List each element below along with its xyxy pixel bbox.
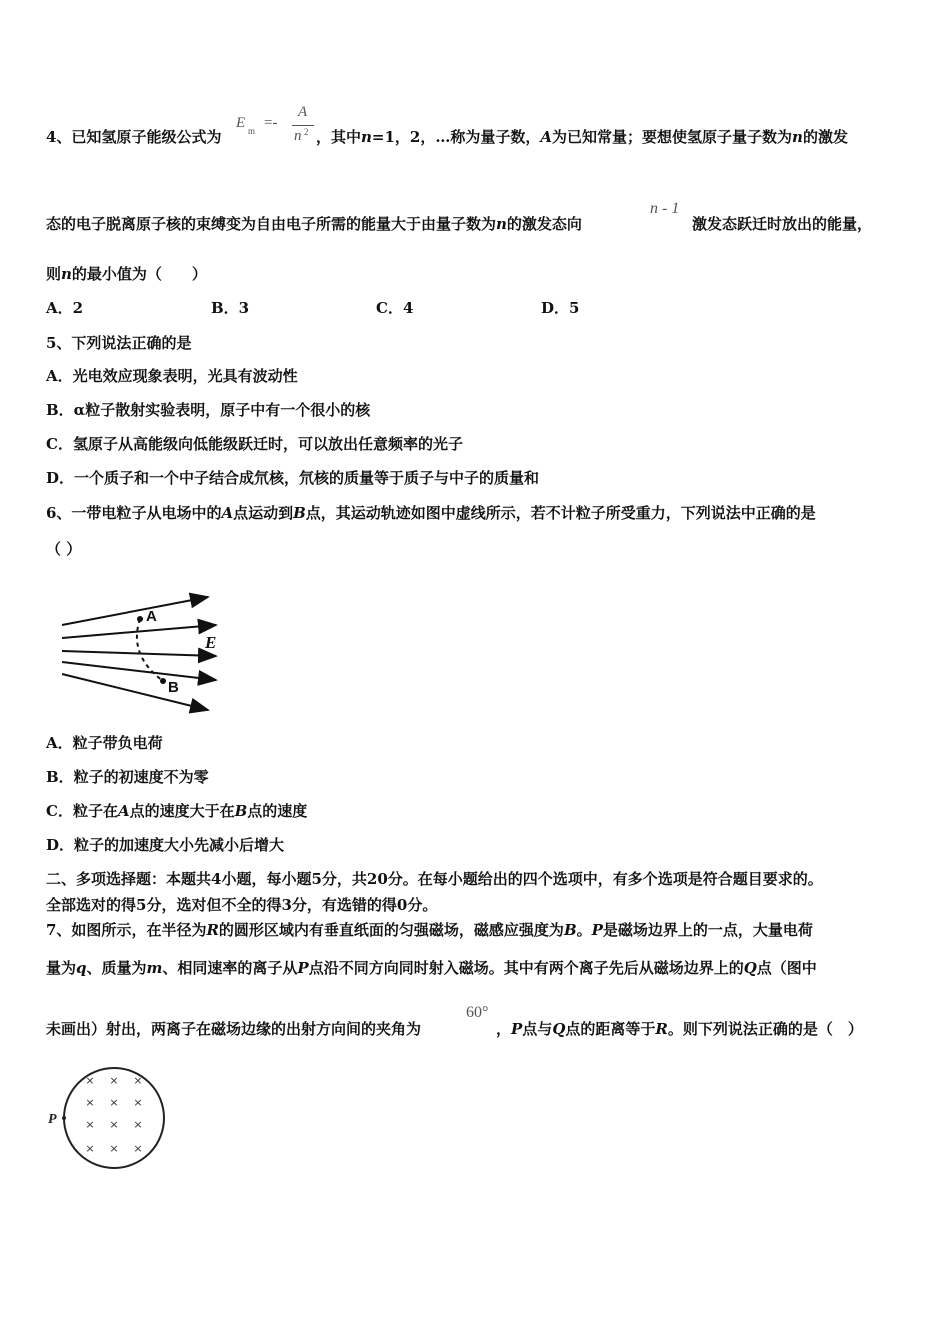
q6-option-d: D．粒子的加速度大小先减小后增大 — [46, 836, 285, 854]
formula-lhs: E — [236, 115, 246, 131]
q4-line-2-rest — [692, 214, 872, 234]
section2-header-line1: 二、多项选择题：本题共4小题，每小题5分，共20分。在每小题给出的四个选项中，有多个选项是符合题目要求的。 — [46, 870, 823, 888]
point-b-symbol: B — [293, 504, 306, 522]
q7-text-2b: 、质量为 — [86, 959, 147, 977]
field-cross-6: × — [85, 1118, 95, 1131]
q-symbol: Q — [552, 1020, 566, 1038]
q7-text-3b: ， — [496, 1020, 512, 1038]
q4-option-b: B．3 — [211, 299, 250, 317]
formula-numerator: A — [298, 104, 308, 120]
field-cross-1: × — [109, 1074, 119, 1087]
point-a-label: A — [146, 608, 157, 625]
q7-text-2c: 、相同速率的离子从 — [162, 959, 298, 977]
p-symbol: P — [297, 959, 309, 977]
q4-option-c: C．4 — [376, 299, 414, 317]
q7-text-3d: 点的距离等于 — [565, 1020, 656, 1038]
field-cross-10: × — [109, 1142, 119, 1155]
p-symbol: P — [511, 1020, 523, 1038]
q7-line-3-rest — [496, 1019, 863, 1039]
q4-text-1d: 为已知常量；要想使氢原子量子数为 — [552, 128, 793, 146]
electric-field-figure — [50, 580, 230, 720]
formula-sub: m — [248, 126, 256, 136]
q6-stem-paren: （ ） — [46, 540, 82, 558]
field-cross-0: × — [85, 1074, 95, 1087]
q5-option-c: C．氢原子从高能级向低能级跃迁时，可以放出任意频率的光子 — [46, 435, 463, 453]
r-symbol: R — [206, 921, 219, 939]
n-symbol: n — [61, 265, 72, 283]
q4-text-1b: ，其中 — [316, 128, 362, 146]
point-a-symbol: A — [221, 504, 234, 522]
q7-text-1a: 7、如图所示，在半径为 — [46, 921, 207, 939]
point-b-label: B — [168, 679, 179, 696]
q7-line-2 — [46, 958, 817, 978]
q5-stem: 5、下列说法正确的是 — [46, 334, 192, 352]
q4-text-1e: 的激发 — [802, 128, 848, 146]
q7-text-1d: 是磁场边界上的一点，大量电荷 — [602, 921, 813, 939]
q4-text-3b: 的最小值为（ ） — [71, 265, 207, 283]
q4-text-3a: 则 — [46, 265, 62, 283]
field-line-1 — [62, 597, 208, 625]
q4-text-2a: 态的电子脱离原子核的束缚变为自由电子所需的能量大于由量子数为 — [46, 215, 497, 233]
field-line-5 — [62, 674, 208, 710]
magnetic-field-figure — [44, 1064, 174, 1174]
section2-header-line2: 全部选对的得5分，选对但不全的得3分，有选错的得0分。 — [46, 896, 438, 914]
q6-stem-a: 6、一带电粒子从电场中的 — [46, 504, 222, 522]
q4-line-3 — [46, 264, 207, 284]
q6-stem-c: 点，其运动轨迹如图中虚线所示，若不计粒子所受重力，下列说法中正确的是 — [305, 504, 816, 522]
field-line-4 — [62, 662, 216, 680]
q4-option-d: D．5 — [541, 299, 580, 317]
q7-text-2d: 点沿不同方向同时射入磁场。其中有两个离子先后从磁场边界上的 — [308, 959, 744, 977]
formula-den-sup: 2 — [304, 127, 309, 137]
point-b-symbol: B — [234, 802, 248, 820]
n-symbol: n — [496, 215, 507, 233]
q6-stem — [46, 503, 816, 523]
field-cross-3: × — [85, 1096, 95, 1109]
point-a-dot — [137, 616, 143, 622]
q7-text-2e: 点（图中 — [756, 959, 817, 977]
q4-line-2 — [46, 214, 582, 234]
n-symbol: n — [361, 128, 372, 146]
field-cross-2: × — [133, 1074, 143, 1087]
formula-denominator: n — [294, 128, 302, 144]
p-symbol: P — [591, 921, 603, 939]
point-p-label: P — [48, 1112, 57, 1127]
field-cross-5: × — [133, 1096, 143, 1109]
q7-line-1 — [46, 920, 813, 940]
field-line-2 — [62, 625, 216, 638]
q5-option-a: A．光电效应现象表明，光具有波动性 — [46, 367, 298, 385]
m-symbol: m — [146, 959, 163, 977]
q6-option-c — [46, 801, 307, 821]
point-a-symbol: A — [117, 802, 130, 820]
n-minus-1-expr: n - 1 — [650, 200, 680, 217]
q6-option-b: B．粒子的初速度不为零 — [46, 768, 209, 786]
q6-option-c-c: 点的速度 — [247, 802, 308, 820]
point-b-dot — [160, 678, 166, 684]
a-symbol: A — [540, 128, 553, 146]
q4-text-2c: 激发态跃迁时放出的能量， — [692, 215, 873, 233]
field-cross-8: × — [133, 1118, 143, 1131]
n-symbol: n — [792, 128, 803, 146]
q7-text-3e: 。则下列说法正确的是（ ） — [667, 1020, 863, 1038]
q5-option-b: B．α粒子散射实验表明，原子中有一个很小的核 — [46, 401, 371, 419]
field-cross-7: × — [109, 1118, 119, 1131]
q7-text-2a: 量为 — [46, 959, 77, 977]
q4-line-1 — [46, 127, 221, 147]
q7-text-1c: 。 — [576, 921, 592, 939]
q6-stem-b: 点运动到 — [233, 504, 294, 522]
energy-formula — [236, 104, 316, 150]
q-symbol: Q — [743, 959, 757, 977]
q7-text-3c: 点与 — [522, 1020, 553, 1038]
q7-text-1b: 的圆形区域内有垂直纸面的匀强磁场，磁感应强度为 — [218, 921, 564, 939]
field-cross-4: × — [109, 1096, 119, 1109]
formula-eq: =- — [264, 115, 278, 131]
q-symbol: q — [76, 959, 87, 977]
r-symbol: R — [655, 1020, 668, 1038]
field-cross-9: × — [85, 1142, 95, 1155]
field-cross-11: × — [133, 1142, 143, 1155]
q6-option-c-b: 点的速度大于在 — [129, 802, 235, 820]
q4-text-2b: 的激发态向 — [506, 215, 582, 233]
q6-option-a: A．粒子带负电荷 — [46, 734, 163, 752]
q7-line-3a: 未画出）射出，两离子在磁场边缘的出射方向间的夹角为 — [46, 1020, 422, 1038]
q4-line-1-rest — [316, 127, 848, 147]
q4-option-a: A．2 — [46, 299, 84, 317]
q6-option-c-a: C．粒子在 — [46, 802, 118, 820]
angle-60: 60° — [466, 1004, 489, 1021]
formula-fraction-bar — [292, 125, 314, 126]
q4-text-1a: 4、已知氢原子能级公式为 — [46, 128, 222, 146]
q5-option-d: D．一个质子和一个中子结合成氘核，氘核的质量等于质子与中子的质量和 — [46, 469, 540, 487]
q4-text-1c: =1，2，…称为量子数， — [371, 128, 541, 146]
point-p-dot — [62, 1116, 66, 1120]
b-symbol: B — [563, 921, 577, 939]
field-e-label: E — [205, 633, 217, 652]
